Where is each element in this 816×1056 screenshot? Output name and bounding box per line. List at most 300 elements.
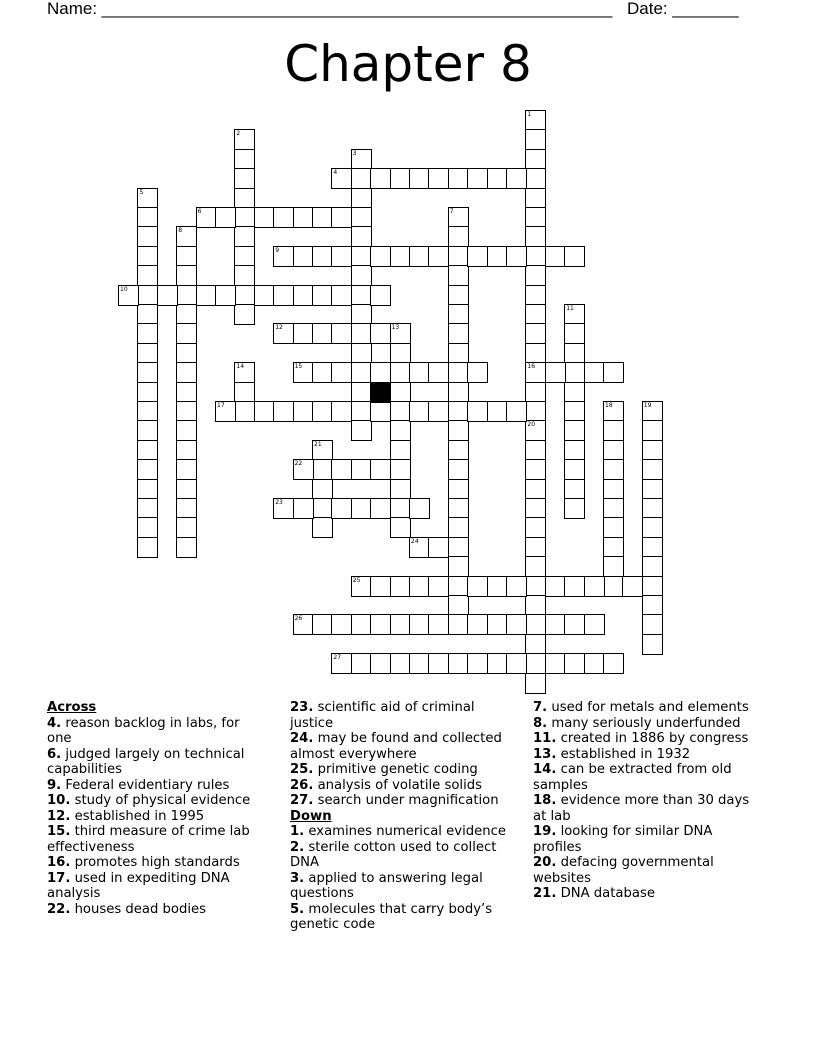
grid-cell[interactable]	[351, 168, 372, 189]
name-field[interactable]: Name: ______________________________________________________	[47, 0, 613, 18]
grid-cell[interactable]	[525, 576, 546, 597]
grid-cell[interactable]	[525, 285, 546, 306]
clue-number: 19	[643, 402, 652, 409]
grid-cell[interactable]	[176, 517, 197, 538]
grid-cell[interactable]	[331, 285, 352, 306]
grid-cell[interactable]	[137, 517, 158, 538]
grid-cell[interactable]	[215, 207, 236, 228]
grid-cell[interactable]	[642, 576, 663, 597]
grid-cell[interactable]	[525, 110, 546, 131]
grid-cell[interactable]	[448, 362, 469, 383]
grid-cell[interactable]	[603, 556, 624, 577]
grid-cell[interactable]	[176, 479, 197, 500]
grid-cell[interactable]	[642, 517, 663, 538]
grid-cell[interactable]	[564, 420, 585, 441]
grid-cell[interactable]	[642, 556, 663, 577]
grid-cell[interactable]	[351, 207, 372, 228]
across-heading: Across	[47, 700, 97, 715]
grid-cell[interactable]	[351, 226, 372, 247]
grid-cell[interactable]	[545, 576, 566, 597]
grid-cell[interactable]	[390, 168, 411, 189]
grid-cell[interactable]	[370, 576, 391, 597]
grid-cell[interactable]	[525, 265, 546, 286]
grid-cell[interactable]	[409, 168, 430, 189]
grid-cell[interactable]	[351, 401, 372, 422]
grid-cell[interactable]	[545, 653, 566, 674]
grid-cell[interactable]	[331, 653, 352, 674]
grid-cell[interactable]	[525, 226, 546, 247]
grid-cell[interactable]	[467, 576, 488, 597]
grid-cell[interactable]	[622, 576, 643, 597]
grid-cell[interactable]	[370, 653, 391, 674]
grid-cell[interactable]	[176, 440, 197, 461]
grid-cell[interactable]	[390, 440, 411, 461]
grid-cell[interactable]	[525, 207, 546, 228]
grid-cell[interactable]	[273, 323, 294, 344]
grid-cell[interactable]	[467, 362, 488, 383]
grid-cell[interactable]	[390, 343, 411, 364]
grid-cell[interactable]	[215, 401, 236, 422]
grid-cell[interactable]	[603, 537, 624, 558]
grid-cell[interactable]	[525, 595, 546, 616]
grid-cell[interactable]	[525, 459, 546, 480]
grid-cell[interactable]	[312, 362, 333, 383]
grid-cell[interactable]	[254, 207, 275, 228]
grid-cell[interactable]	[525, 401, 546, 422]
grid-cell[interactable]	[234, 129, 255, 150]
grid-cell[interactable]	[137, 498, 158, 519]
grid-cell[interactable]	[545, 362, 566, 383]
grid-cell[interactable]	[506, 168, 527, 189]
grid-cell[interactable]	[642, 420, 663, 441]
grid-cell[interactable]	[642, 479, 663, 500]
grid-cell[interactable]	[525, 673, 546, 694]
grid-cell[interactable]	[525, 517, 546, 538]
grid-cell[interactable]	[390, 401, 411, 422]
grid-cell[interactable]	[564, 440, 585, 461]
grid-cell[interactable]	[370, 168, 391, 189]
grid-cell[interactable]	[331, 459, 352, 480]
grid-cell[interactable]	[525, 188, 546, 209]
grid-cell[interactable]	[137, 246, 158, 267]
grid-cell[interactable]	[603, 498, 624, 519]
grid-cell[interactable]	[584, 576, 605, 597]
grid-cell[interactable]	[370, 459, 391, 480]
grid-cell[interactable]	[506, 246, 527, 267]
grid-cell[interactable]	[176, 246, 197, 267]
grid-cell[interactable]	[390, 653, 411, 674]
grid-cell[interactable]	[273, 401, 294, 422]
grid-cell[interactable]	[351, 653, 372, 674]
clue-number: 8	[178, 227, 183, 235]
grid-cell[interactable]	[137, 304, 158, 325]
grid-cell[interactable]	[448, 323, 469, 344]
grid-cell[interactable]	[448, 343, 469, 364]
grid-cell[interactable]	[312, 401, 333, 422]
grid-cell[interactable]	[351, 246, 372, 267]
grid-cell[interactable]	[428, 653, 449, 674]
grid-cell[interactable]	[370, 362, 391, 383]
grid-cell[interactable]	[293, 614, 314, 635]
grid-cell[interactable]	[312, 246, 333, 267]
grid-cell[interactable]	[409, 401, 430, 422]
grid-cell[interactable]	[273, 246, 294, 267]
grid-cell[interactable]	[564, 382, 585, 403]
grid-cell[interactable]	[137, 265, 158, 286]
clue-number: 5	[139, 188, 144, 196]
grid-cell[interactable]	[525, 129, 546, 150]
grid-cell[interactable]	[564, 304, 585, 325]
clue-number: 3	[352, 149, 357, 157]
grid-cell[interactable]	[370, 285, 391, 306]
grid-cell[interactable]	[409, 537, 430, 558]
grid-cell[interactable]	[525, 440, 546, 461]
grid-cell[interactable]	[525, 304, 546, 325]
grid-cell[interactable]	[312, 479, 333, 500]
grid-cell[interactable]	[603, 401, 624, 422]
clue-text: evidence more than 30 days at lab	[533, 793, 750, 824]
grid-cell[interactable]	[293, 246, 314, 267]
grid-cell[interactable]	[564, 343, 585, 364]
grid-cell[interactable]	[176, 382, 197, 403]
grid-cell[interactable]	[642, 498, 663, 519]
clue-text: analysis of volatile solids	[317, 777, 482, 793]
grid-cell[interactable]	[603, 517, 624, 538]
grid-cell[interactable]	[312, 498, 333, 519]
grid-cell[interactable]	[506, 576, 527, 597]
grid-cell[interactable]	[564, 459, 585, 480]
grid-cell[interactable]	[176, 265, 197, 286]
grid-cell[interactable]	[331, 323, 352, 344]
grid-cell[interactable]	[137, 479, 158, 500]
grid-cell[interactable]	[642, 459, 663, 480]
grid-cell[interactable]	[351, 323, 372, 344]
grid-cell[interactable]	[448, 207, 469, 228]
clue-number: 24	[411, 537, 419, 545]
grid-cell[interactable]	[584, 614, 605, 635]
grid-cell[interactable]	[331, 614, 352, 635]
grid-cell[interactable]	[254, 401, 275, 422]
clue-item	[533, 855, 758, 886]
grid-cell[interactable]	[312, 323, 333, 344]
grid-cell[interactable]	[234, 382, 255, 403]
grid-cell[interactable]	[234, 149, 255, 170]
grid-cell[interactable]	[448, 382, 469, 403]
grid-cell[interactable]	[448, 653, 469, 674]
grid-cell[interactable]	[487, 614, 508, 635]
clue-num: 19.	[533, 824, 557, 839]
grid-cell[interactable]	[525, 556, 546, 577]
grid-cell[interactable]	[525, 362, 546, 383]
grid-cell[interactable]	[428, 168, 449, 189]
grid-cell[interactable]	[390, 323, 411, 344]
grid-cell[interactable]	[603, 576, 624, 597]
grid-cell[interactable]	[176, 401, 197, 422]
grid-cell[interactable]	[370, 498, 391, 519]
grid-cell[interactable]	[234, 285, 255, 306]
grid-cell[interactable]	[234, 265, 255, 286]
grid-cell[interactable]	[351, 343, 372, 364]
grid-cell[interactable]	[642, 537, 663, 558]
grid-cell[interactable]	[409, 653, 430, 674]
grid-cell[interactable]	[603, 420, 624, 441]
grid-cell[interactable]	[448, 459, 469, 480]
grid-cell[interactable]	[448, 498, 469, 519]
grid-cell[interactable]	[525, 479, 546, 500]
grid-cell[interactable]	[234, 168, 255, 189]
grid-cell[interactable]	[215, 285, 236, 306]
grid-cell[interactable]	[137, 323, 158, 344]
grid-cell[interactable]	[467, 246, 488, 267]
grid-cell[interactable]	[545, 614, 566, 635]
grid-cell[interactable]	[564, 498, 585, 519]
grid-cell[interactable]	[525, 537, 546, 558]
grid-cell[interactable]	[370, 246, 391, 267]
grid-cell[interactable]	[351, 576, 372, 597]
grid-cell[interactable]	[351, 304, 372, 325]
clue-text: looking for similar DNA profiles	[533, 824, 713, 855]
grid-cell[interactable]	[448, 246, 469, 267]
grid-cell[interactable]	[196, 207, 217, 228]
grid-cell[interactable]	[176, 362, 197, 383]
grid-cell[interactable]	[331, 362, 352, 383]
grid-cell[interactable]	[603, 362, 624, 383]
grid-cell[interactable]	[506, 614, 527, 635]
grid-cell[interactable]	[312, 517, 333, 538]
clue-item	[47, 747, 262, 778]
grid-cell[interactable]	[137, 382, 158, 403]
grid-cell[interactable]	[293, 285, 314, 306]
grid-cell[interactable]	[448, 440, 469, 461]
grid-cell[interactable]	[176, 498, 197, 519]
grid-cell[interactable]	[409, 246, 430, 267]
grid-cell[interactable]	[331, 498, 352, 519]
grid-cell[interactable]	[448, 420, 469, 441]
grid-cell[interactable]	[312, 459, 333, 480]
grid-cell[interactable]	[467, 168, 488, 189]
grid-cell[interactable]	[137, 459, 158, 480]
grid-cell[interactable]	[351, 498, 372, 519]
grid-cell[interactable]	[176, 459, 197, 480]
grid-cell[interactable]	[176, 226, 197, 247]
grid-cell[interactable]	[370, 614, 391, 635]
grid-cell[interactable]	[525, 149, 546, 170]
grid-cell[interactable]	[448, 168, 469, 189]
grid-cell[interactable]	[137, 207, 158, 228]
clue-number: 7	[449, 208, 454, 215]
grid-cell[interactable]	[351, 188, 372, 209]
grid-cell[interactable]	[564, 323, 585, 344]
grid-cell[interactable]	[642, 595, 663, 616]
grid-cell[interactable]	[293, 362, 314, 383]
grid-cell[interactable]	[351, 459, 372, 480]
grid-cell[interactable]	[157, 285, 178, 306]
grid-cell[interactable]	[351, 149, 372, 170]
grid-cell[interactable]	[487, 401, 508, 422]
grid-cell[interactable]	[642, 401, 663, 422]
grid-cell[interactable]	[370, 401, 391, 422]
grid-cell[interactable]	[584, 362, 605, 383]
grid-cell[interactable]	[525, 634, 546, 655]
grid-cell[interactable]	[176, 323, 197, 344]
grid-cell[interactable]	[390, 382, 411, 403]
grid-cell[interactable]	[293, 207, 314, 228]
grid-cell[interactable]	[351, 265, 372, 286]
grid-cell[interactable]	[525, 246, 546, 267]
grid-cell[interactable]	[525, 343, 546, 364]
grid-cell[interactable]	[525, 653, 546, 674]
grid-cell[interactable]	[564, 576, 585, 597]
grid-cell[interactable]	[312, 207, 333, 228]
grid-cell[interactable]	[642, 614, 663, 635]
grid-cell[interactable]	[312, 614, 333, 635]
grid-cell[interactable]	[448, 517, 469, 538]
grid-cell[interactable]	[448, 304, 469, 325]
grid-cell[interactable]	[137, 401, 158, 422]
grid-cell[interactable]	[331, 246, 352, 267]
grid-cell[interactable]	[390, 246, 411, 267]
grid-cell[interactable]	[390, 362, 411, 383]
grid-cell[interactable]	[448, 556, 469, 577]
grid-cell[interactable]	[428, 246, 449, 267]
grid-cell[interactable]	[525, 420, 546, 441]
grid-cell[interactable]	[564, 246, 585, 267]
grid-cell[interactable]	[351, 362, 372, 383]
grid-cell[interactable]	[448, 226, 469, 247]
grid-cell[interactable]	[487, 576, 508, 597]
grid-cell[interactable]	[448, 537, 469, 558]
grid-cell[interactable]	[487, 168, 508, 189]
grid-cell[interactable]	[506, 401, 527, 422]
grid-cell[interactable]	[176, 304, 197, 325]
grid-cell[interactable]	[428, 401, 449, 422]
grid-cell[interactable]	[234, 226, 255, 247]
grid-cell[interactable]	[312, 285, 333, 306]
grid-cell[interactable]	[564, 653, 585, 674]
grid-cell[interactable]	[370, 323, 391, 344]
grid-cell[interactable]	[487, 653, 508, 674]
grid-cell[interactable]	[293, 323, 314, 344]
grid-cell[interactable]	[137, 343, 158, 364]
grid-cell[interactable]	[137, 440, 158, 461]
grid-cell[interactable]	[234, 207, 255, 228]
grid-cell[interactable]	[448, 576, 469, 597]
grid-cell[interactable]	[137, 188, 158, 209]
grid-cell[interactable]	[506, 653, 527, 674]
grid-cell[interactable]	[351, 285, 372, 306]
grid-cell[interactable]	[351, 420, 372, 441]
grid-cell[interactable]	[273, 285, 294, 306]
grid-cell[interactable]	[448, 285, 469, 306]
grid-cell[interactable]	[525, 168, 546, 189]
grid-cell[interactable]	[137, 420, 158, 441]
grid-cell[interactable]	[390, 420, 411, 441]
grid-cell[interactable]	[137, 226, 158, 247]
grid-cell[interactable]	[331, 168, 352, 189]
grid-cell[interactable]	[331, 207, 352, 228]
grid-cell[interactable]	[564, 614, 585, 635]
grid-cell[interactable]	[312, 440, 333, 461]
grid-cell[interactable]	[293, 459, 314, 480]
grid-cell[interactable]	[603, 459, 624, 480]
grid-cell[interactable]	[409, 362, 430, 383]
grid-cell[interactable]	[196, 285, 217, 306]
grid-cell[interactable]	[234, 401, 255, 422]
grid-cell[interactable]	[273, 498, 294, 519]
grid-cell[interactable]	[409, 576, 430, 597]
grid-cell[interactable]	[176, 420, 197, 441]
grid-cell[interactable]	[409, 498, 430, 519]
grid-cell[interactable]	[448, 614, 469, 635]
grid-cell[interactable]	[428, 576, 449, 597]
grid-cell[interactable]	[467, 401, 488, 422]
grid-cell[interactable]	[234, 246, 255, 267]
grid-cell[interactable]	[351, 614, 372, 635]
grid-cell[interactable]	[234, 188, 255, 209]
grid-cell[interactable]	[545, 246, 566, 267]
grid-cell[interactable]	[564, 362, 585, 383]
grid-cell[interactable]	[331, 401, 352, 422]
grid-cell[interactable]	[525, 498, 546, 519]
grid-cell[interactable]	[564, 479, 585, 500]
grid-cell[interactable]	[390, 517, 411, 538]
grid-cell[interactable]	[118, 285, 139, 306]
grid-cell[interactable]	[390, 576, 411, 597]
grid-cell[interactable]	[467, 653, 488, 674]
grid-cell[interactable]	[137, 537, 158, 558]
grid-cell[interactable]	[234, 362, 255, 383]
grid-cell[interactable]	[428, 537, 449, 558]
grid-cell[interactable]	[137, 285, 158, 306]
grid-cell[interactable]	[584, 653, 605, 674]
grid-cell[interactable]	[525, 382, 546, 403]
grid-cell[interactable]	[603, 440, 624, 461]
grid-cell[interactable]	[176, 285, 197, 306]
grid-cell[interactable]	[487, 246, 508, 267]
grid-cell[interactable]	[428, 362, 449, 383]
grid-cell[interactable]	[467, 614, 488, 635]
grid-cell[interactable]	[293, 401, 314, 422]
grid-cell[interactable]	[234, 304, 255, 325]
date-field[interactable]: Date: _______	[627, 0, 739, 18]
grid-cell[interactable]	[448, 479, 469, 500]
grid-cell[interactable]	[409, 614, 430, 635]
grid-cell[interactable]	[273, 207, 294, 228]
grid-cell[interactable]	[448, 595, 469, 616]
grid-cell[interactable]	[390, 614, 411, 635]
grid-cell[interactable]	[390, 479, 411, 500]
grid-cell[interactable]	[351, 382, 372, 403]
grid-cell[interactable]	[603, 653, 624, 674]
grid-cell[interactable]	[176, 537, 197, 558]
grid-cell[interactable]	[390, 498, 411, 519]
grid-cell[interactable]	[642, 634, 663, 655]
grid-cell[interactable]	[293, 498, 314, 519]
clue-text: established in 1995	[74, 808, 205, 824]
grid-cell[interactable]	[525, 323, 546, 344]
grid-cell[interactable]	[603, 479, 624, 500]
grid-cell[interactable]	[176, 343, 197, 364]
grid-cell[interactable]	[254, 285, 275, 306]
grid-cell[interactable]	[525, 614, 546, 635]
grid-cell[interactable]	[428, 614, 449, 635]
grid-cell[interactable]	[564, 401, 585, 422]
grid-cell[interactable]	[642, 440, 663, 461]
grid-cell[interactable]	[390, 459, 411, 480]
grid-cell[interactable]	[448, 265, 469, 286]
grid-cell[interactable]	[137, 362, 158, 383]
grid-cell[interactable]	[448, 401, 469, 422]
